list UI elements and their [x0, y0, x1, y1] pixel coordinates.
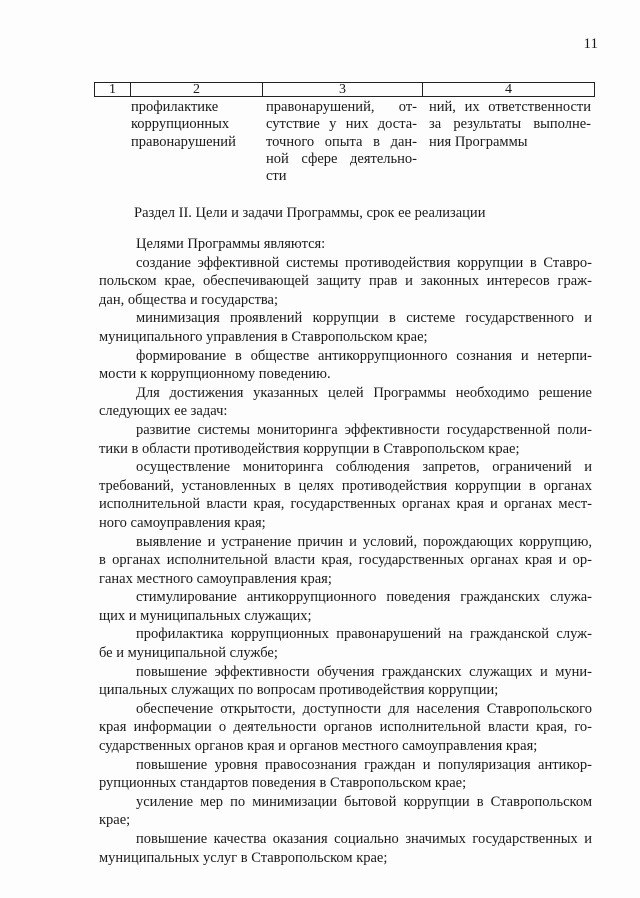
paragraph-line: минимизация проявлений коррупции в системе государственного и [136, 310, 592, 327]
paragraph [99, 663, 592, 700]
table-cell-line: профилактике [131, 99, 219, 115]
paragraph-line: стимулирование антикоррупционного поведения гражданских служа- [136, 589, 592, 606]
table-header-cell: 1 [95, 83, 131, 96]
table-cell-line: правонарушений [131, 133, 236, 150]
paragraph-line: следующих ее задач: [99, 403, 228, 420]
paragraph [99, 793, 592, 830]
paragraph-line: края информации о деятельности органов исполнительной власти края, го- [99, 719, 592, 736]
paragraph-line: выявление и устранение причин и условий, порождающих коррупцию, [136, 533, 592, 550]
paragraph-line: требований, установленных в целях противодействия коррупции в органах [99, 477, 592, 494]
table-cell-col2 [131, 99, 255, 151]
paragraph-line: в органах исполнительной власти края, государственных органах края и ор- [99, 552, 592, 569]
paragraph-line: формирование в обществе антикоррупционного сознания и нетерпи- [136, 347, 592, 364]
table-cell-line: сутствие у них доста- [266, 116, 417, 133]
document-body [99, 235, 592, 867]
table-header-cell: 3 [263, 83, 423, 96]
paragraph [99, 756, 592, 793]
table-cell-line: за результаты выполне- [429, 116, 591, 133]
paragraph [99, 254, 592, 310]
paragraph [99, 458, 592, 532]
page-number: 11 [583, 36, 598, 52]
paragraph [99, 309, 592, 346]
paragraph [99, 347, 592, 384]
paragraph-line: создание эффективной системы противодействия коррупции в Ставро- [136, 254, 592, 271]
paragraph [99, 421, 592, 458]
table-cell-line: правонарушений, от- [266, 99, 417, 115]
paragraph-line: Для достижения указанных целей Программы необходимо решение [136, 384, 592, 401]
paragraph-line: повышение уровня правосознания граждан и популяризация антикор- [136, 756, 592, 773]
paragraph-line: польском крае, обеспечивающей защиту прав и законных интересов граж- [99, 273, 592, 290]
paragraph-line: исполнительной власти края, государственных органах края и органах мест- [99, 496, 592, 513]
paragraph-line: рупционных стандартов поведения в Ставропольском крае; [99, 775, 467, 792]
paragraph-line: осуществление мониторинга соблюдения запретов, ограничений и [136, 459, 592, 476]
paragraph-line: сударственных органов края и органов местного самоуправления края; [99, 738, 538, 755]
paragraph-line: профилактика коррупционных правонарушений на гражданской служ- [136, 626, 592, 643]
paragraph-line: тики в области противодействия коррупции в Ставропольском крае; [99, 440, 520, 457]
paragraph-line: ганах местного самоуправления края; [99, 570, 332, 587]
paragraph [99, 700, 592, 756]
paragraph-line: дан, общества и государства; [99, 291, 279, 308]
paragraph [99, 588, 592, 625]
paragraph [99, 625, 592, 662]
paragraph-list [99, 254, 592, 868]
table-cell-line: ния Программы [429, 133, 528, 150]
table-header-row [94, 82, 595, 97]
goals-intro: Целями Программы являются: [136, 236, 326, 252]
paragraph-line: усиление мер по минимизации бытовой коррупции в Ставропольском [136, 793, 592, 810]
paragraph-line: повышение эффективности обучения гражданских служащих и муни- [136, 663, 592, 680]
table-cell-line: ний, их ответственности [429, 99, 591, 115]
section-title: Раздел II. Цели и задачи Программы, срок ее реализации [134, 205, 486, 221]
paragraph-line: муниципальных услуг в Ставропольском крае; [99, 849, 388, 866]
paragraph-line: ного самоуправления края; [99, 514, 266, 531]
paragraph-line: муниципального управления в Ставропольском крае; [99, 328, 428, 345]
paragraph-line: бе и муниципальной службе; [99, 645, 278, 662]
table-header-cell: 2 [131, 83, 263, 96]
paragraph-line: повышение качества оказания социально значимых государственных и [136, 831, 592, 847]
table-cell-col4 [429, 99, 591, 151]
table-cell-col3 [266, 99, 417, 185]
paragraph [99, 384, 592, 421]
paragraph-line: мости к коррупционному поведению. [99, 366, 331, 383]
table-cell-line: ной сфере деятельно- [266, 150, 417, 167]
paragraph-line: крае; [99, 812, 131, 829]
paragraph-line: ципальных служащих по вопросам противодействия коррупции; [99, 682, 499, 699]
table-cell-line: коррупционных [131, 116, 230, 133]
table-header-cell: 4 [505, 82, 512, 97]
table-cell-line: сти [266, 168, 287, 185]
paragraph [99, 830, 592, 867]
paragraph [99, 533, 592, 589]
table-cell-line: точного опыта в дан- [266, 133, 417, 150]
paragraph-line: развитие системы мониторинга эффективности государственной поли- [136, 421, 592, 438]
paragraph-line: щих и муниципальных служащих; [99, 607, 312, 624]
paragraph-line: обеспечение открытости, доступности для населения Ставропольского [136, 700, 592, 717]
